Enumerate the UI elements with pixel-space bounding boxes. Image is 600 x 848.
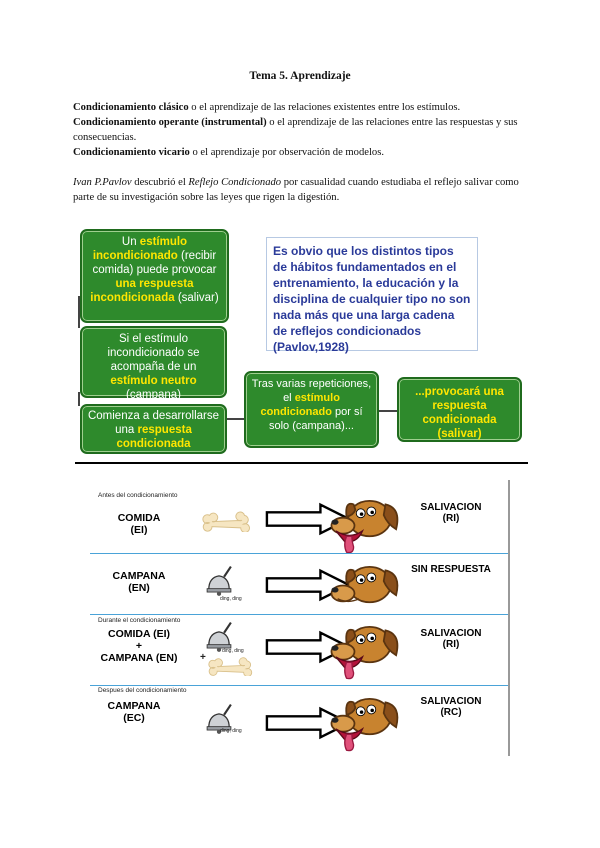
stimulus-label: CAMPANA (EC) <box>107 700 161 724</box>
response-label: SALIVACION (RC) <box>420 696 482 718</box>
stimulus-label: CAMPANA (EN) <box>112 570 166 594</box>
phase-label-before: Antes del condicionamiento <box>98 492 178 499</box>
conditioning-diagram <box>90 480 510 756</box>
response-label: SIN RESPUESTA <box>411 564 491 575</box>
definitions <box>73 100 533 160</box>
bone-icon <box>208 656 254 676</box>
box-conditioned-response: ...provocará una respuesta condicionada (salivar) <box>397 377 522 442</box>
row-separator <box>90 614 508 615</box>
definition-operant: Condicionamiento operante (instrumental) o el aprendizaje de las relaciones entre las respuestas y sus consecuencias. <box>73 117 518 143</box>
bell-icon <box>202 564 236 598</box>
plus-sign: + <box>200 652 206 663</box>
box-neutral-stimulus: Si el estímulo incondicionado se acompaña de un estímulo neutro (campana) <box>80 326 227 398</box>
box-unconditioned-stimulus: Un estímulo incondicionado (recibir comida) puede provocar una respuesta incondicionada (salivar) <box>80 229 229 323</box>
box-conditioned-response-start: Comienza a desarrollarse una respuesta condicionada <box>80 404 227 454</box>
page-title: Tema 5. Aprendizaje <box>249 70 351 82</box>
definition-vicarious: Condicionamiento vicario o el aprendizaje por observación de modelos. <box>73 147 384 158</box>
dog-icon <box>330 558 402 620</box>
row-separator <box>90 553 508 554</box>
box-conditioned-stimulus: Tras varias repeticiones, el estímulo condicionado por sí solo (campana)... <box>244 371 379 448</box>
pavlov-paragraph: Ivan P.Pavlov descubrió el Reflejo Condicionado por casualidad cuando estudiaba el reflejo salivar como parte de su investigación sobre las leyes que rigen la digestión. <box>73 177 519 203</box>
connector-line <box>378 410 398 412</box>
definition-classical: Condicionamiento clásico o el aprendizaje de las relaciones existentes entre los estímulos. <box>73 102 461 113</box>
pavlov-quote: Es obvio que los distintos tipos de hábitos fundamentados en el entrenamiento, la educación y la disciplina de cualquier tipo no son nada más que una larga cadena de reflejos condicionados (Pavlov,1928) <box>266 237 478 351</box>
response-label: SALIVACION (RI) <box>420 502 482 524</box>
drooling-dog-icon <box>330 492 402 554</box>
drooling-dog-icon <box>330 690 402 752</box>
phase-label-during: Durante el condicionamiento <box>98 617 181 624</box>
phase-label-after: Despues del condicionamiento <box>98 687 187 694</box>
drooling-dog-icon <box>330 618 402 680</box>
stimulus-label: COMIDA (EI) <box>117 512 161 536</box>
response-label: SALIVACION (RI) <box>420 628 482 650</box>
bone-icon <box>202 510 252 532</box>
bell-sound-text: ding, ding <box>220 596 242 602</box>
row-separator <box>90 685 508 686</box>
bell-sound-text: ding, ding <box>222 648 244 654</box>
connector-line <box>225 418 245 420</box>
bell-sound-text: ding, ding <box>220 728 242 734</box>
connector-line <box>78 392 80 406</box>
separator-line <box>75 462 528 464</box>
stimulus-label: COMIDA (EI) + CAMPANA (EN) <box>100 628 178 664</box>
